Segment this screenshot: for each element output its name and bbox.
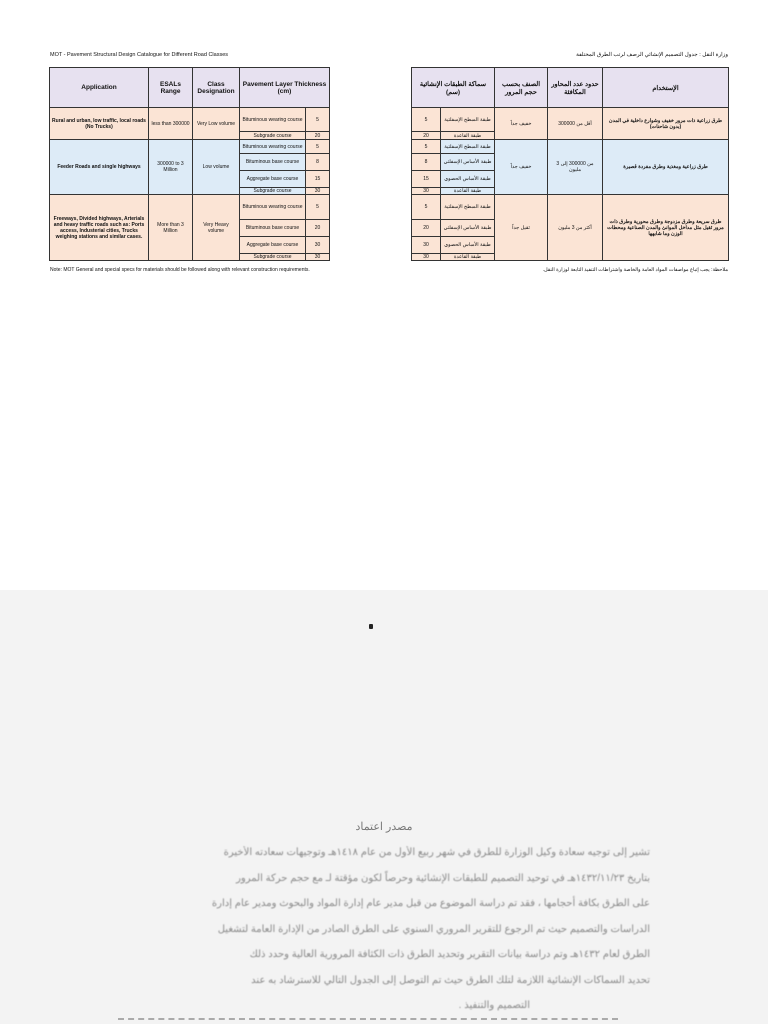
table-cell-thickness: 15 <box>306 171 330 188</box>
table-cell-thickness: 30 <box>412 237 441 254</box>
table-cell-thickness: 30 <box>306 237 330 254</box>
header-thickness: Pavement Layer Thickness (cm) <box>240 68 330 108</box>
table-cell-esals: من 300000 إلى 3 مليون <box>548 140 603 195</box>
scanned-line: التصميم والتنفيذ . <box>458 1000 530 1011</box>
table-cell-esals: 300000 to 3 Million <box>149 140 193 195</box>
table-cell-layer: طبقة الأساس الإسفلتي <box>441 154 495 171</box>
arabic-note: ملاحظة: يجب إتباع مواصفات المواد العامة والخاصة واشتراطات التنفيذ التابعة لوزارة النقل. <box>542 267 728 273</box>
table-cell-layer: طبقة الأساس الإسفلتي <box>441 220 495 237</box>
table-cell-esals: less than 300000 <box>149 108 193 140</box>
table-cell-class: خفيف جداً <box>495 140 548 195</box>
table-cell-layer: طبقة القاعدة <box>441 188 495 195</box>
arabic-catalogue-table <box>411 67 729 261</box>
scanned-line: الدراسات والتصميم حيث تم الرجوع للتقرير المروري السنوي على الطرق الصادر من الإدارة العامة لتشغيل <box>217 923 650 935</box>
table-cell-layer: طبقة السطح الإسفلتية <box>441 108 495 132</box>
table-cell-layer: طبقة الأساس الحصوي <box>441 237 495 254</box>
table-cell-class: Very Heavy volume <box>193 195 240 261</box>
arabic-title: وزارة النقل : جدول التصميم الإنشائي الرصف لرتب الطرق المختلفة <box>576 52 728 58</box>
scanned-title: مصدر اعتماد <box>355 821 413 833</box>
table-cell-application: Feeder Roads and single highways <box>50 140 149 195</box>
scanned-line: بتاريخ ١٤٣٢/١١/٢٣هـ في توحيد التصميم للطبقات الإنشائية وحرصاً لكون مؤقتة لـ مع حجم حركة المرور <box>236 872 650 884</box>
table-cell-class: Very Low volume <box>193 108 240 140</box>
scanned-line: الطرق لعام ١٤٣٢هـ وتم دراسة بيانات التقرير وتحديد الطرق ذات الكثافة المرورية العالية وحدد ذلك <box>249 949 650 960</box>
table-cell-thickness: 8 <box>306 154 330 171</box>
table-cell-esals: أكثر من 3 مليون <box>548 195 603 261</box>
scanned-line: على الطرق بكافة أحجامها ، فقد تم دراسة الموضوع من قبل مدير عام إدارة المواد والبحوث ومدير عام إدارة <box>211 898 650 909</box>
table-cell-esals: More than 3 Million <box>149 195 193 261</box>
table-cell-thickness: 5 <box>412 195 441 220</box>
header-class: Class Designation <box>193 68 240 108</box>
table-cell-thickness: 5 <box>306 195 330 220</box>
table-cell-layer: Bituminous wearing course <box>240 108 306 132</box>
header-thickness: سماكة الطبقات الإنشائية (سم) <box>412 68 495 108</box>
table-cell-layer: Aggregate base course <box>240 237 306 254</box>
table-cell-class: ثقيل جداً <box>495 195 548 261</box>
table-cell-layer: Bituminous wearing course <box>240 195 306 220</box>
table-cell-application: Rural and urban, low traffic, local roads (No Trucks) <box>50 108 149 140</box>
table-cell-layer: Subgrade course <box>240 132 306 140</box>
table-cell-thickness: 5 <box>412 140 441 154</box>
english-note: Note: MOT General and special specs for materials should be followed along with relevant construction requirements. <box>50 267 310 273</box>
table-cell-layer: Bituminous base course <box>240 154 306 171</box>
table-cell-layer: Bituminous wearing course <box>240 140 306 154</box>
ink-dot <box>369 624 373 629</box>
table-cell-thickness: 8 <box>412 154 441 171</box>
scanned-divider <box>118 1018 618 1020</box>
table-cell-thickness: 20 <box>306 220 330 237</box>
scanned-line: تشير إلى توجيه سعادة وكيل الوزارة للطرق في شهر ربيع الأول من عام ١٤١٨هـ وتوجيهات سعادته الأخيرة <box>223 847 650 858</box>
table-cell-application: Freeways, Divided highways, Arterials and heavy traffic roads such as: Ports access, Industerial cities, Trucks weighing stations and similar cases. <box>50 195 149 261</box>
table-cell-thickness: 5 <box>306 108 330 132</box>
header-esals: حدود عدد المحاور المكافئة <box>548 68 603 108</box>
scanned-paragraph <box>118 840 650 1019</box>
table-cell-layer: Bituminous base course <box>240 220 306 237</box>
table-cell-layer: طبقة السطح الإسفلتية <box>441 140 495 154</box>
header-application: Application <box>50 68 149 108</box>
table-cell-thickness: 20 <box>412 132 441 140</box>
table-cell-layer: طبقة القاعدة <box>441 132 495 140</box>
table-cell-layer: Subgrade course <box>240 254 306 261</box>
table-cell-thickness: 20 <box>306 132 330 140</box>
table-cell-layer: Aggregate base course <box>240 171 306 188</box>
table-cell-layer: طبقة القاعدة <box>441 254 495 261</box>
table-cell-thickness: 30 <box>412 188 441 195</box>
table-cell-thickness: 30 <box>306 254 330 261</box>
header-class: الصنف بحسب حجم المرور <box>495 68 548 108</box>
header-application: الإستخدام <box>603 68 729 108</box>
english-catalogue-table <box>49 67 330 261</box>
table-cell-application: طرق زراعية ومغذية وطرق مفردة قصيرة <box>603 140 729 195</box>
scanned-line: تحديد السماكات الإنشائية اللازمة لتلك الطرق حيث تم التوصل إلى الجدول التالي للاسترشاد به عند <box>251 974 650 986</box>
table-cell-layer: طبقة الأساس الحصوي <box>441 171 495 188</box>
header-esals: ESALs Range <box>149 68 193 108</box>
table-cell-class: Low volume <box>193 140 240 195</box>
table-cell-application: طرق زراعية ذات مرور خفيف وشوارع داخلية في المدن (بدون شاحنات) <box>603 108 729 140</box>
table-cell-class: خفيف جداً <box>495 108 548 140</box>
table-cell-thickness: 30 <box>306 188 330 195</box>
table-cell-thickness: 30 <box>412 254 441 261</box>
table-cell-thickness: 5 <box>306 140 330 154</box>
table-cell-thickness: 20 <box>412 220 441 237</box>
table-cell-esals: أقل من 300000 <box>548 108 603 140</box>
table-cell-application: طرق سريعة وطرق مزدوجة وطرق محورية وطرق ذات مرور ثقيل مثل مداخل الموانئ والمدن الصناعية ومحطات الوزن وما شابهها <box>603 195 729 261</box>
table-cell-thickness: 15 <box>412 171 441 188</box>
table-cell-layer: طبقة السطح الإسفلتية <box>441 195 495 220</box>
english-title: MOT - Pavement Structural Design Catalogue for Different Road Classes <box>50 52 229 58</box>
table-cell-thickness: 5 <box>412 108 441 132</box>
table-cell-layer: Subgrade course <box>240 188 306 195</box>
